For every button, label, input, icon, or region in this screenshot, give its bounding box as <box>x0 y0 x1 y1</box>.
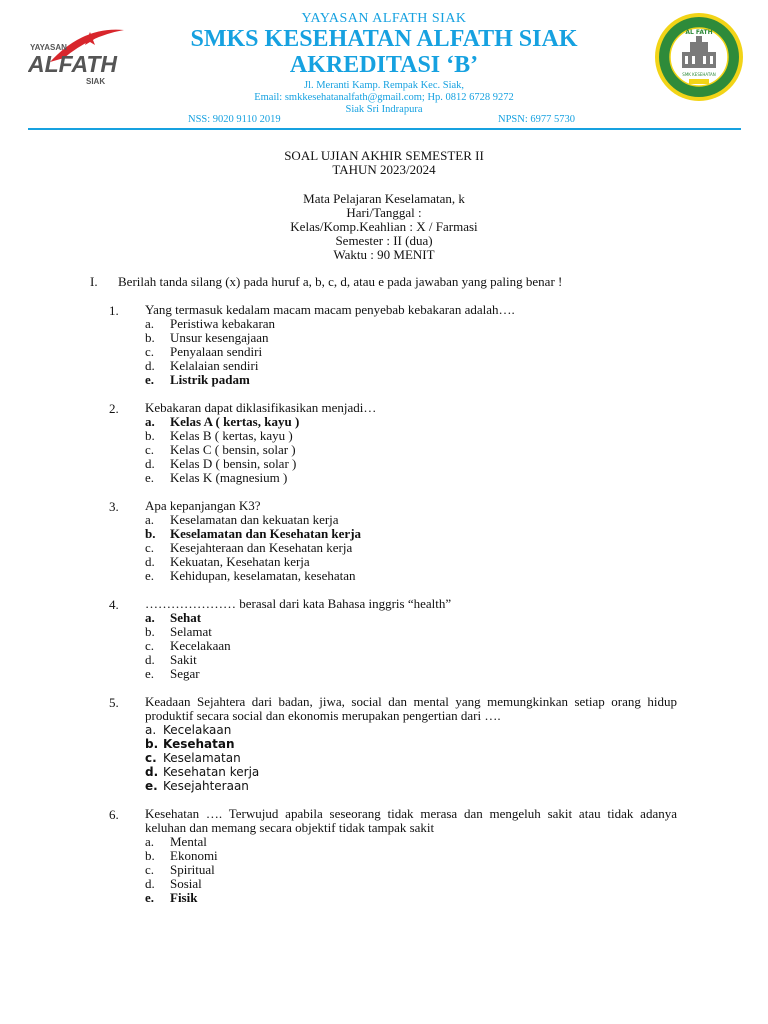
question-text: ………………… berasal dari kata Bahasa inggris “health” <box>145 596 452 611</box>
school-address: Jl. Meranti Kamp. Rempak Kec. Siak, <box>303 80 465 91</box>
option-e-answer: e. Fisik <box>145 890 198 905</box>
question-number: 1. <box>109 303 119 318</box>
option-d: d. Kesehatan kerja <box>145 765 260 779</box>
exam-year: TAHUN 2023/2024 <box>332 162 436 177</box>
option-a-answer: a. Kelas A ( kertas, kayu ) <box>145 414 300 429</box>
option-c: c. Keselamatan <box>145 751 241 765</box>
svg-text:ALFATH: ALFATH <box>28 51 118 77</box>
alfath-logo <box>28 22 128 88</box>
option-a: a. Mental <box>145 834 207 849</box>
option-a-answer: a. Sehat <box>145 610 202 625</box>
option-a: a. Peristiwa kebakaran <box>145 316 276 331</box>
option-c: c. Kecelakaan <box>145 638 231 653</box>
option-d: d. Kelas D ( bensin, solar ) <box>145 456 297 471</box>
letterhead-divider <box>28 128 741 130</box>
question-number: 5. <box>109 695 119 710</box>
exam-title: SOAL UJIAN AKHIR SEMESTER II <box>284 148 484 163</box>
exam-date: Hari/Tanggal : <box>346 205 422 220</box>
option-d: d. Sosial <box>145 876 202 891</box>
option-c: c. Kesejahteraan dan Kesehatan kerja <box>145 540 353 555</box>
option-e: e. Kelas K (magnesium ) <box>145 470 288 485</box>
option-c: c. Spiritual <box>145 862 215 877</box>
school-city: Siak Sri Indrapura <box>345 104 423 115</box>
option-e: e. Kesejahteraan <box>145 779 249 793</box>
question-text: Yang termasuk kedalam macam macam penyebab kebakaran adalah…. <box>145 302 515 317</box>
question-number: 6. <box>109 807 119 822</box>
school-contact: Email: smkkesehatanalfath@gmail.com; Hp. 0812 6728 9272 <box>254 92 514 103</box>
npsn-number: NPSN: 6977 5730 <box>498 114 576 125</box>
exam-semester: Semester : II (dua) <box>335 233 433 248</box>
option-b: b. Kelas B ( kertas, kayu ) <box>145 428 293 443</box>
option-c: c. Kelas C ( bensin, solar ) <box>145 442 296 457</box>
accreditation: AKREDITASI ‘B’ <box>289 52 479 78</box>
question-text: Kebakaran dapat diklasifikasikan menjadi… <box>145 400 377 415</box>
option-b: b. Unsur kesengajaan <box>145 330 269 345</box>
exam-time: Waktu : 90 MENIT <box>333 247 435 262</box>
question-number: 3. <box>109 499 119 514</box>
foundation-name: YAYASAN ALFATH SIAK <box>301 11 467 26</box>
question-number: 4. <box>109 597 119 612</box>
option-d: d. Kekuatan, Kesehatan kerja <box>145 554 310 569</box>
option-b-answer: b. Keselamatan dan Kesehatan kerja <box>145 526 362 541</box>
nss-number: NSS: 9020 9110 2019 <box>188 114 281 125</box>
option-d: d. Sakit <box>145 652 197 667</box>
svg-text:YAYASAN: YAYASAN <box>30 43 67 52</box>
svg-text:SMK KESEHATAN: SMK KESEHATAN <box>682 72 716 77</box>
option-e: e. Segar <box>145 666 200 681</box>
exam-subject: Mata Pelajaran Keselamatan, k <box>303 191 465 206</box>
option-d: d. Kelalaian sendiri <box>145 358 259 373</box>
question-text: Kesehatan …. Terwujud apabila seseorang tidak merasa dan mengeluh sakit atau tidak adanya keluhan dan memang secara objektif tidak tampak sakit <box>145 806 677 835</box>
option-e: e. Kehidupan, keselamatan, kesehatan <box>145 568 356 583</box>
question-text: Apa kepanjangan K3? <box>145 498 261 513</box>
svg-text:SIAK: SIAK <box>86 77 106 86</box>
school-name: SMKS KESEHATAN ALFATH SIAK <box>190 26 578 52</box>
option-b: b. Ekonomi <box>145 848 218 863</box>
exam-class: Kelas/Komp.Keahlian : X / Farmasi <box>290 219 478 234</box>
option-e-answer: e. Listrik padam <box>145 372 250 387</box>
option-a: a. Keselamatan dan kekuatan kerja <box>145 512 339 527</box>
svg-text:AL FATH: AL FATH <box>685 29 713 36</box>
question-number: 2. <box>109 401 119 416</box>
school-seal-logo <box>654 12 744 102</box>
option-b: b. Selamat <box>145 624 212 639</box>
option-c: c. Penyalaan sendiri <box>145 344 263 359</box>
question-text: Keadaan Sejahtera dari badan, jiwa, social dan mental yang memungkinkan setiap orang hidup produktif secara social dan ekonomis merupakan pengertian dari …. <box>145 694 677 723</box>
instruction-number: I. <box>90 274 98 289</box>
option-b-answer: b. Kesehatan <box>145 737 235 751</box>
option-a: a. Kecelakaan <box>145 723 232 737</box>
instruction-text: Berilah tanda silang (x) pada huruf a, b, c, d, atau e pada jawaban yang paling benar ! <box>118 274 563 289</box>
